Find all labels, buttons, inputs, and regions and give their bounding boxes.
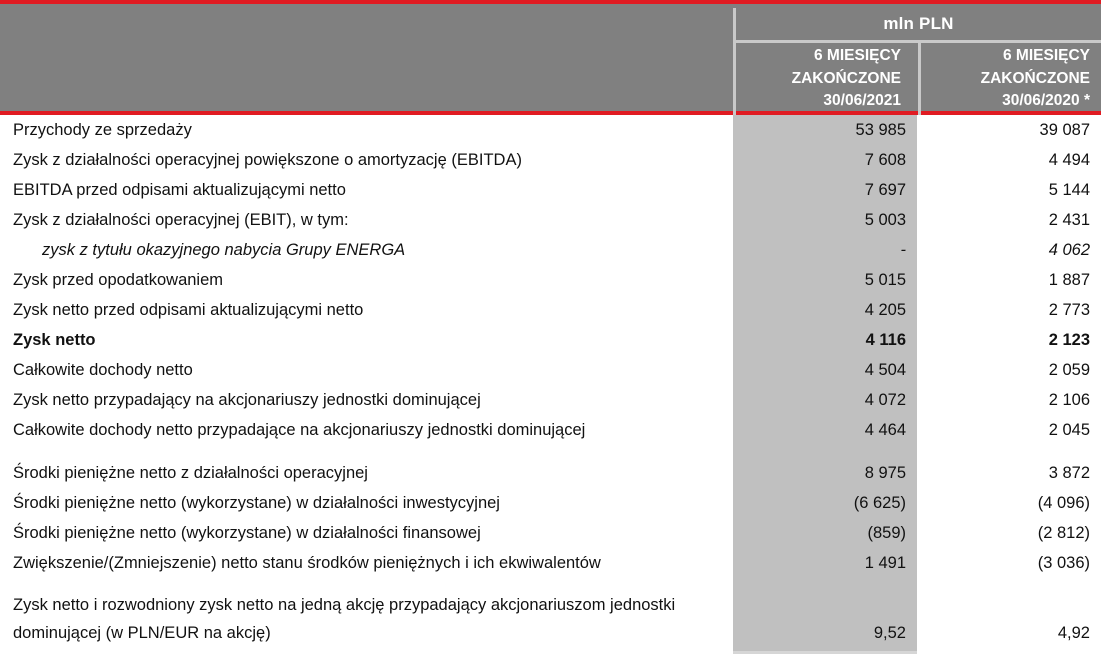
row-value-period-1: (859) (867, 524, 906, 542)
row-label: Zysk netto przed odpisami aktualizującymi netto (13, 301, 364, 319)
row-value-period-1: 7 697 (864, 181, 906, 199)
table-row (0, 205, 1101, 235)
row-value-period-2: 2 059 (1048, 361, 1090, 379)
row-value-period-2: 2 773 (1048, 301, 1090, 319)
row-label: Środki pieniężne netto (wykorzystane) w działalności inwestycyjnej (13, 494, 500, 512)
row-label: zysk z tytułu okazyjnego nabycia Grupy ENERGA (42, 241, 406, 259)
row-value-period-1: 9,52 (873, 624, 906, 642)
row-value-period-2: 4,92 (1057, 624, 1090, 642)
row-value-period-2: 2 431 (1048, 211, 1090, 229)
row-value-period-1: 4 116 (865, 331, 906, 349)
header-unit-label: mln PLN (883, 14, 954, 33)
row-value-period-2: 2 123 (1048, 331, 1090, 349)
table-row (0, 591, 1101, 647)
row-label: Całkowite dochody netto (13, 361, 193, 379)
row-value-period-1: 8 975 (864, 464, 906, 482)
table-row (0, 488, 1101, 518)
row-value-period-2: 4 494 (1048, 151, 1090, 169)
row-value-period-2: 5 144 (1048, 181, 1090, 199)
header-col1-line1: 6 MIESIĘCY (814, 47, 901, 64)
row-label: Zysk netto (13, 331, 96, 349)
row-value-period-1: 5 003 (864, 211, 906, 229)
table-row (0, 115, 1101, 145)
row-value-period-1: (6 625) (853, 494, 906, 512)
header-col2-line2: ZAKOŃCZONE (980, 69, 1090, 87)
row-value-period-1: 4 504 (864, 361, 906, 379)
table-row (0, 265, 1101, 295)
row-value-period-1: 53 985 (855, 121, 906, 139)
row-value-period-2: 39 087 (1039, 121, 1090, 139)
table-row (0, 355, 1101, 385)
table-row (0, 385, 1101, 415)
row-label: Zysk netto i rozwodniony zysk netto na jedną akcję przypadający akcjonariuszom jednostki dominującej (w PLN/EUR na akcję) (13, 596, 676, 642)
table-row (0, 518, 1101, 548)
row-label: Całkowite dochody netto przypadające na akcjonariuszy jednostki dominującej (13, 421, 586, 439)
table-row (0, 458, 1101, 488)
row-value-period-2: 2 045 (1048, 421, 1090, 439)
row-value-period-1: 5 015 (864, 271, 906, 289)
table-row (0, 325, 1101, 355)
header-col1-line2: ZAKOŃCZONE (791, 69, 901, 87)
header-col2-line1: 6 MIESIĘCY (1003, 47, 1090, 64)
table-row (0, 415, 1101, 445)
row-label: Zwiększenie/(Zmniejszenie) netto stanu środków pieniężnych i ich ekwiwalentów (13, 554, 601, 572)
row-label: EBITDA przed odpisami aktualizującymi netto (13, 181, 346, 199)
row-value-period-2: 4 062 (1048, 241, 1090, 259)
row-value-period-1: 4 072 (864, 391, 906, 409)
row-value-period-1: 4 464 (864, 421, 906, 439)
row-label: Środki pieniężne netto z działalności operacyjnej (13, 464, 368, 482)
row-value-period-2: (4 096) (1037, 494, 1090, 512)
current-period-column-footer-edge (733, 651, 917, 654)
table-row (0, 175, 1101, 205)
row-label: Zysk przed opodatkowaniem (13, 271, 224, 289)
row-value-period-1: 4 205 (864, 301, 906, 319)
header-col2-line3: 30/06/2020 * (1002, 92, 1090, 109)
header-column-period-1 (736, 45, 912, 115)
row-value-period-2: (3 036) (1037, 554, 1090, 572)
row-value-period-1: - (900, 241, 906, 259)
row-value-period-1: 7 608 (864, 151, 906, 169)
table-row (0, 145, 1101, 175)
row-value-period-2: 1 887 (1048, 271, 1090, 289)
row-label: Przychody ze sprzedaży (13, 121, 192, 139)
table-body (0, 115, 1101, 647)
row-label: Zysk z działalności operacyjnej powiększone o amortyzację (EBITDA) (13, 151, 522, 169)
row-value-period-2: (2 812) (1037, 524, 1090, 542)
row-label: Zysk netto przypadający na akcjonariuszy jednostki dominującej (13, 391, 481, 409)
table-row (0, 295, 1101, 325)
row-label: Środki pieniężne netto (wykorzystane) w działalności finansowej (13, 524, 481, 542)
header-column-period-2 (921, 45, 1101, 115)
table-header (0, 0, 1101, 115)
table-row (0, 235, 1101, 265)
row-value-period-2: 3 872 (1048, 464, 1090, 482)
table-row (0, 548, 1101, 578)
row-value-period-1: 1 491 (864, 554, 906, 572)
row-label: Zysk z działalności operacyjnej (EBIT), w tym: (13, 211, 349, 229)
header-col1-line3: 30/06/2021 (823, 92, 901, 109)
row-value-period-2: 2 106 (1048, 391, 1090, 409)
